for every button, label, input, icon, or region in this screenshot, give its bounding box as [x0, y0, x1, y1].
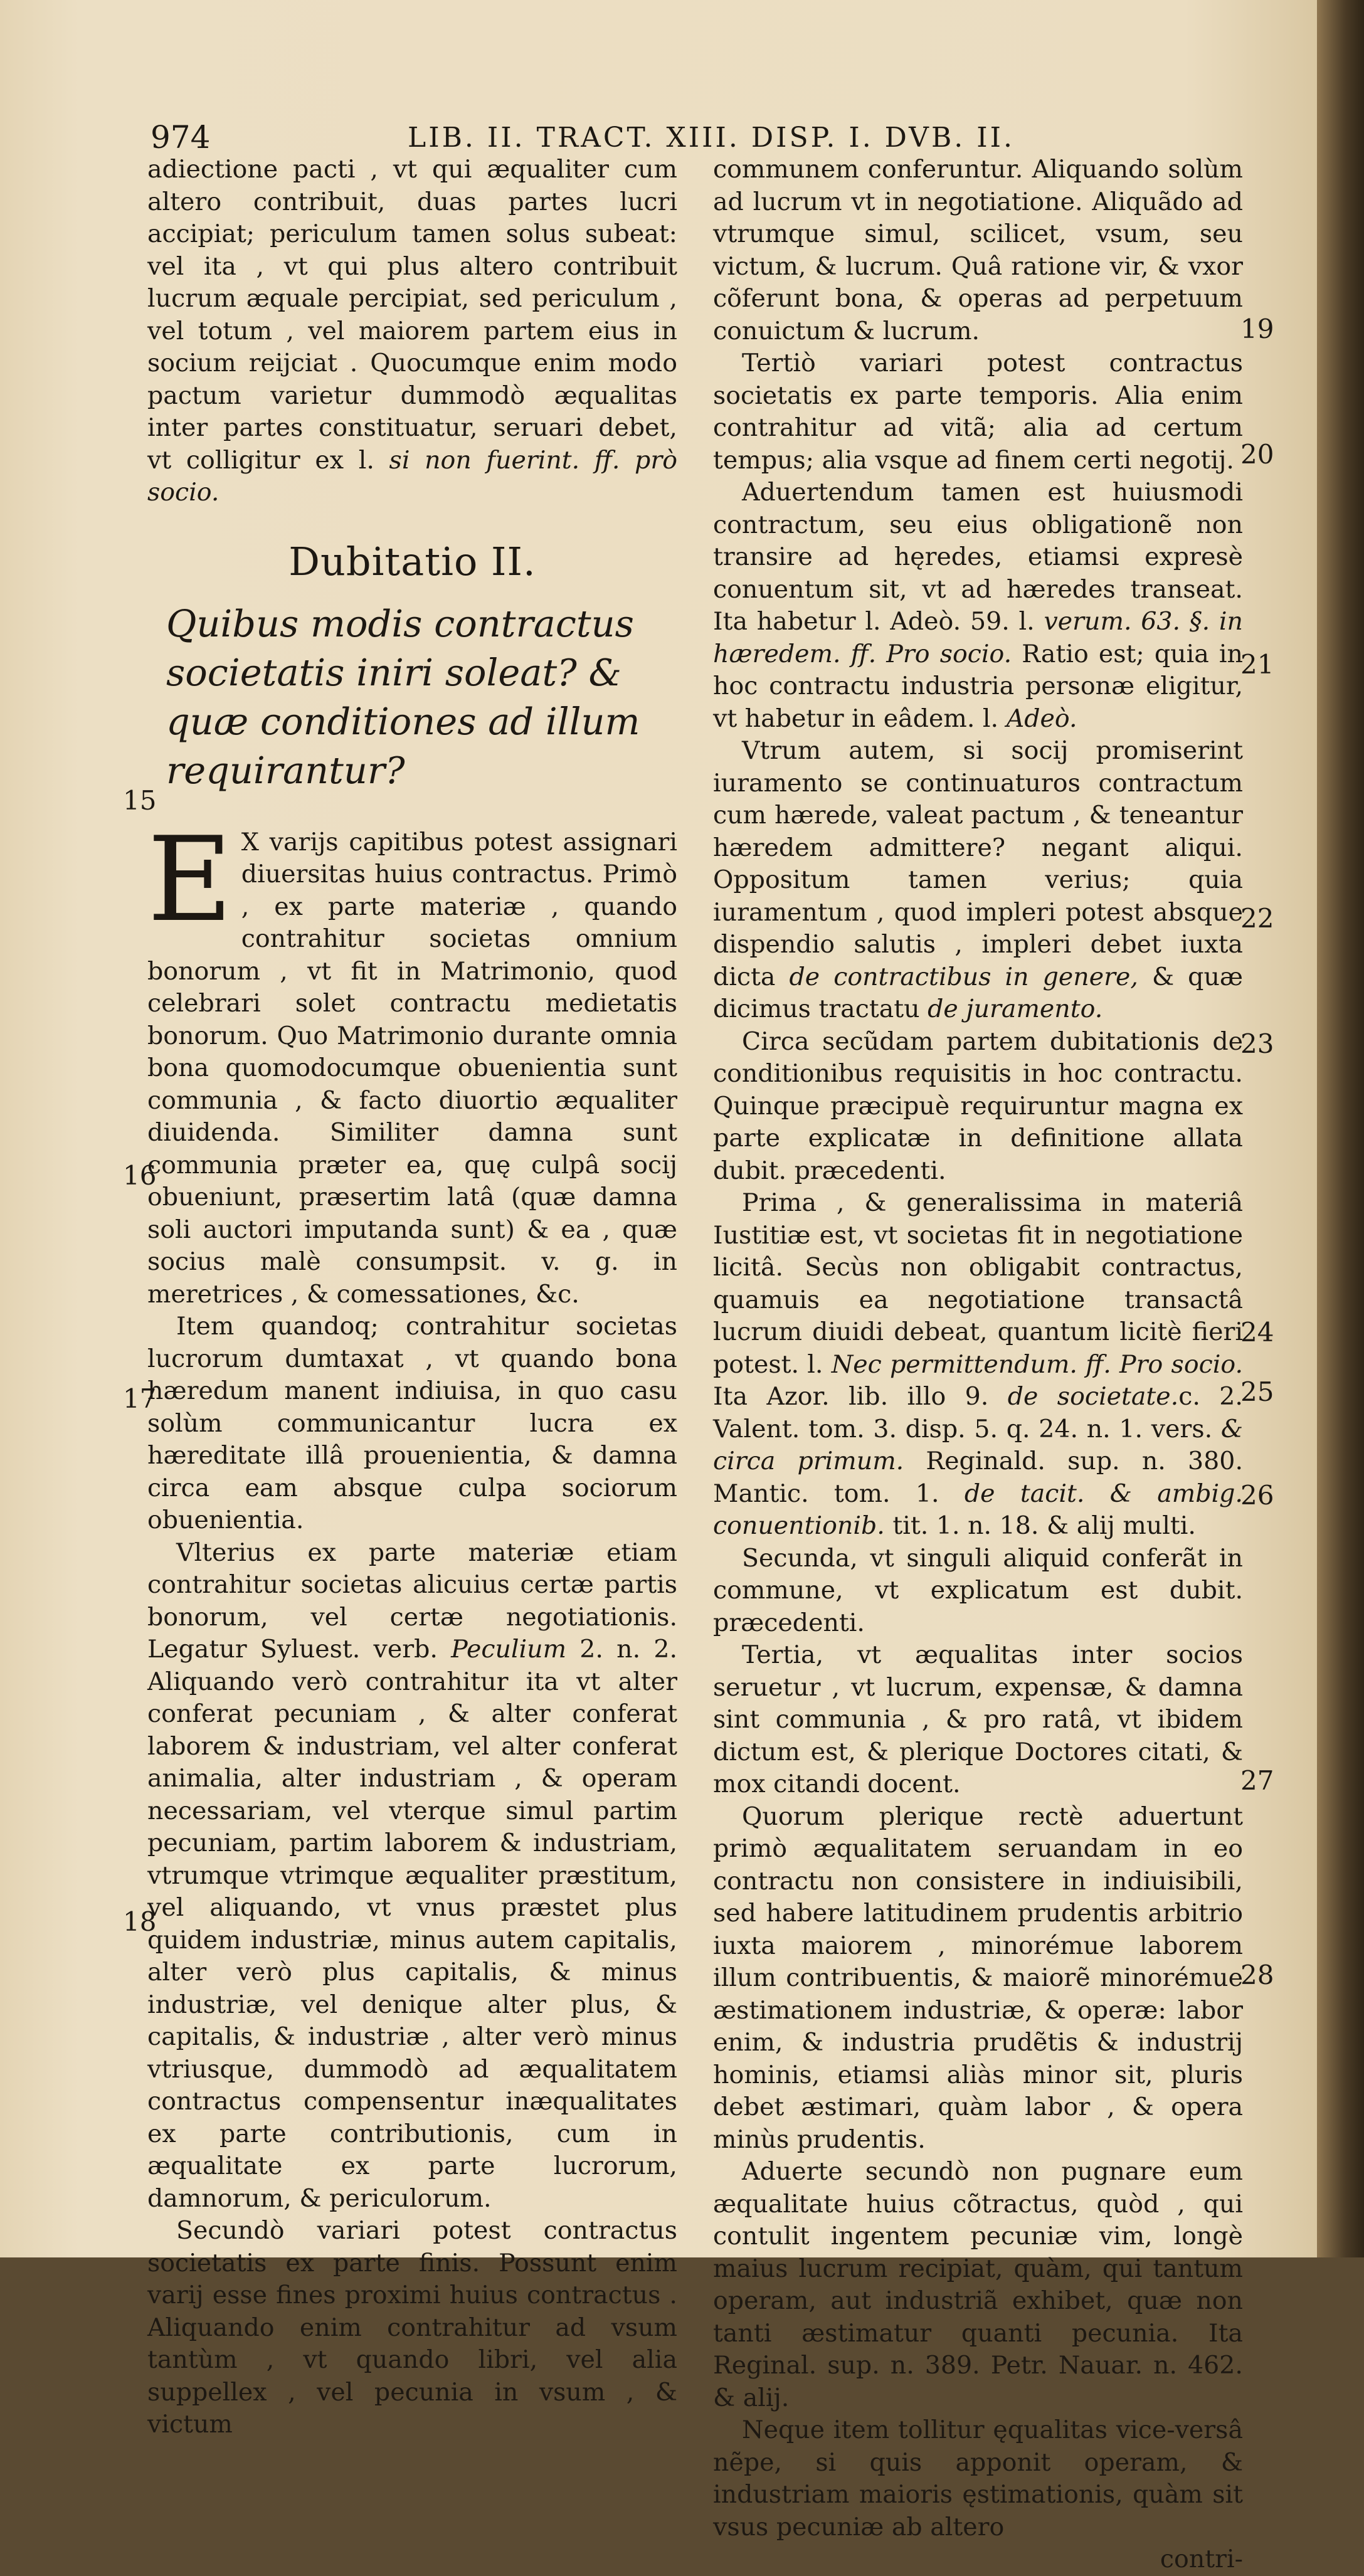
paragraph-23-text-d: Reginald. sup. n. 380. Mantic. tom. 1.: [713, 1447, 1243, 1508]
margin-number-22: 22: [1240, 903, 1274, 934]
paragraph-23-text-e: tit. 1. n. 18. & alij multi.: [892, 1511, 1196, 1540]
margin-number-28: 28: [1240, 1960, 1274, 1990]
paragraph-26: Quorum plerique rectè aduertunt primò æqualitatem seruandam in eo contractu non consistere in indiuisibili, sed habere latitudinem prudentis arbitrio iuxta maiorem , minorémue laborem illum contribuentis, & maiorẽ minorémue æstimationem industriæ, & operæ: labor enim, & industria prudẽtis & industrij hominis, etiamsi aliàs minor sit, pluris debet æstimari, quàm labor , & opera minùs prudentis.: [713, 1802, 1243, 2154]
margin-number-26: 26: [1240, 1480, 1274, 1511]
citation: & circa primum.: [713, 1414, 1243, 1475]
dubitatio-title: Dubitatio II.: [288, 538, 536, 584]
paragraph-21-text-b: & quæ dicimus tractatu: [713, 962, 1244, 1023]
page-number: 974: [151, 119, 211, 156]
paragraph-23-text-b: Ita Azor. lib. illo 9.: [713, 1382, 989, 1411]
paragraph-23: [713, 1187, 1243, 1543]
paragraph-21: [713, 735, 1243, 1026]
margin-number-20: 20: [1240, 439, 1274, 470]
paragraph-intro: [147, 154, 677, 509]
margin-number-17: 17: [123, 1383, 157, 1414]
citation: si non fuerint. ff. prò socio.: [147, 445, 677, 507]
paragraph-20-text-a: Aduertendum tamen est huiusmodi contractum, seu eius obligationẽ non transire ad hęredes, etiamsi expresè conuentum sit, vt ad hæredes transeat. Ita habetur l. Adeò. 59. l.: [713, 478, 1243, 636]
paragraph-17: [147, 1537, 677, 2215]
paragraph-15-text: X varijs capitibus potest assignari diuersitas huius contractus. Primò , ex parte materiæ , quando contrahitur societas omnium bonorum , vt fit in Matrimonio, quod celebrari solet contractu medietatis bonorum. Quo Matrimonio durante omnia bona quomodocumque obuenientia sunt communia , & facto diuortio æqualiter diuidenda. Similiter damna sunt communia præter ea, quę culpâ socij obueniunt, præsertim latâ (quæ damna soli auctori imputanda sunt) & ea , quæ socius malè consumpsit. v. g. in meretrices , & comessationes, &c.: [147, 827, 677, 1309]
paragraph-28: Neque item tollitur ęqualitas vice-versâ nẽpe, si quis apponit operam, & industriam maioris ęstimationis, quàm sit vsus pecuniæ ab altero: [713, 2415, 1243, 2542]
paragraph-24: Secunda, vt singuli aliquid conferãt in commune, vt explicatum est dubit. præcedenti.: [713, 1543, 1243, 1637]
margin-number-27: 27: [1240, 1765, 1274, 1796]
citation: Nec permittendum. ff. Pro socio.: [831, 1349, 1243, 1379]
margin-number-21: 21: [1240, 649, 1274, 680]
drop-cap: E: [147, 811, 233, 948]
citation: de contractibus in genere,: [789, 962, 1138, 991]
paragraph-17-text-a: Vlterius ex parte materiæ etiam contrahitur societas alicuius certæ partis bonorum, vel certæ negotiationis. Legatur Syluest. verb.: [147, 1538, 677, 1664]
citation: Adeò.: [1006, 704, 1077, 733]
margin-number-19: 19: [1240, 314, 1274, 344]
margin-number-15: 15: [123, 785, 157, 816]
citation: Peculium: [451, 1635, 567, 1664]
margin-number-24: 24: [1240, 1317, 1274, 1348]
paragraph-25: Tertia, vt æqualitas inter socios seruetur , vt lucrum, expensæ, & damna sint communia , & pro ratâ, vt ibidem dictum est, & plerique Doctores citati, & mox citandi docent.: [713, 1640, 1243, 1798]
paragraph-intro-text: adiectione pacti , vt qui æqualiter cum altero contribuit, duas partes lucri accipiat; periculum tamen solus subeat: vel ita , vt qui plus altero contribuit lucrum æquale percipiat, sed periculum , vel totum , vel maiorem partem eius in socium reijciat . Quocumque enim modo pactum varietur dummodò æqualitas inter partes constituatur, seruari debet, vt colligitur ex l.: [147, 155, 677, 475]
paragraph-16: Item quandoq; contrahitur societas lucrorum dumtaxat , vt quando bona hæredum manent indiuisa, in quo casu solùm communicantur lucra ex hæreditate illâ prouenientia, & damna circa eam absque culpa sociorum obuenientia.: [147, 1312, 677, 1534]
citation: verum. 63. §. in hæredem. ff. Pro socio.: [713, 607, 1243, 668]
paragraph-continuation: communem conferuntur. Aliquando solùm ad lucrum vt in negotiatione. Aliquãdo ad vtrumque simul, scilicet, vsum, seu victum, & lucrum. Quâ ratione vir, & vxor cõferunt bona, & operas ad perpetuum conuictum & lucrum.: [713, 155, 1243, 346]
paragraph-21-text-a: Vtrum autem, si socij promiserint iuramento se continuaturos contractum cum hærede, valeat pactum , & teneantur hæredem admittere? negant aliqui. Oppositum tamen verius; quia iuramentum , quod impleri potest absque dispendio salutis , impleri debet iuxta dicta: [713, 736, 1243, 991]
paragraph-18: Secundò variari potest contractus societatis ex parte finis. Possunt enim varij esse fines proximi huius contractus . Aliquando enim contrahitur ad vsum tantùm , vt quando libri, vel alia suppellex , vel pecunia in vsum , & victum: [147, 2216, 677, 2439]
margin-number-18: 18: [123, 1906, 157, 1937]
paragraph-20: [713, 477, 1243, 735]
citation: de juramento.: [928, 995, 1103, 1023]
margin-number-16: 16: [123, 1160, 157, 1191]
book-fore-edge: [1317, 0, 1364, 2257]
running-title: LIB. II. TRACT. XIII. DISP. I. DVB. II.: [408, 122, 1015, 154]
catchword: contri-: [1160, 2545, 1243, 2573]
paragraph-17-text-b: 2. n. 2. Aliquando verò contrahitur ita vt alter conferat pecuniam , & alter conferat laborem & industriam, vel alter conferat animalia, alter industriam , & operam necessariam, vel vterque simul partim pecuniam, partim laborem & industriam, vtrumque vtrimque æqualiter præstitum, vel aliquando, vt vnus præstet plus quidem industriæ, minus autem capitalis, alter verò plus capitalis, & minus industriæ, vel denique alter plus, & capitalis, & industriæ , alter verò minus vtriusque, dummodò ad æqualitatem contractus compensentur inæqualitates ex parte contributionis, cum in æqualitate ex parte lucrorum, damnorum, & periculorum.: [147, 1635, 678, 2213]
margin-number-23: 23: [1240, 1028, 1274, 1059]
paragraph-22: Circa secũdam partem dubitationis de conditionibus requisitis in hoc contractu. Quinque præcipuè requiruntur magna ex parte explicatæ in definitione allata dubit. præcedenti.: [713, 1027, 1243, 1185]
margin-number-25: 25: [1240, 1376, 1274, 1407]
citation: de societate.: [1007, 1382, 1179, 1411]
paragraph-20-text-b: Ratio est; quia in hoc contractu industria personæ eligitur, vt habetur in eâdem. l.: [713, 639, 1243, 733]
dubitatio-question: Quibus modis contractus societatis iniri soleat? & quæ conditiones ad illum requirantur?: [166, 601, 640, 792]
paragraph-19: Tertiò variari potest contractus societatis ex parte temporis. Alia enim contrahitur ad vitã; alia ad certum tempus; alia vsque ad finem certi negotij.: [713, 349, 1243, 475]
paragraph-15: [147, 811, 677, 1311]
paragraph-23-text-a: Prima , & generalissima in materiâ Iustitiæ est, vt societas fit in negotiatione licitâ. Secùs non obligabit contractus, quamuis ea negotiatione transactâ lucrum diuidi debeat, quantum licitè fieri potest. l.: [713, 1188, 1243, 1379]
left-column: [147, 154, 677, 2441]
paragraph-23-text-c: c. 2. Valent. tom. 3. disp. 5. q. 24. n. 1. vers.: [713, 1382, 1243, 1444]
citation: de tacit. & ambig. conuentionib.: [713, 1479, 1243, 1540]
paragraph-27: Aduerte secundò non pugnare eum æqualitate huius cõtractus, quòd , qui contulit ingentem pecuniæ vim, longè maius lucrum recipiat, quàm, qui tantum operam, aut industriã exhibet, quæ non tanti æstimatur quanti pecunia. Ita Reginal. sup. n. 389. Petr. Nauar. n. 462. & alij.: [713, 2157, 1243, 2412]
right-column: [713, 154, 1243, 2576]
